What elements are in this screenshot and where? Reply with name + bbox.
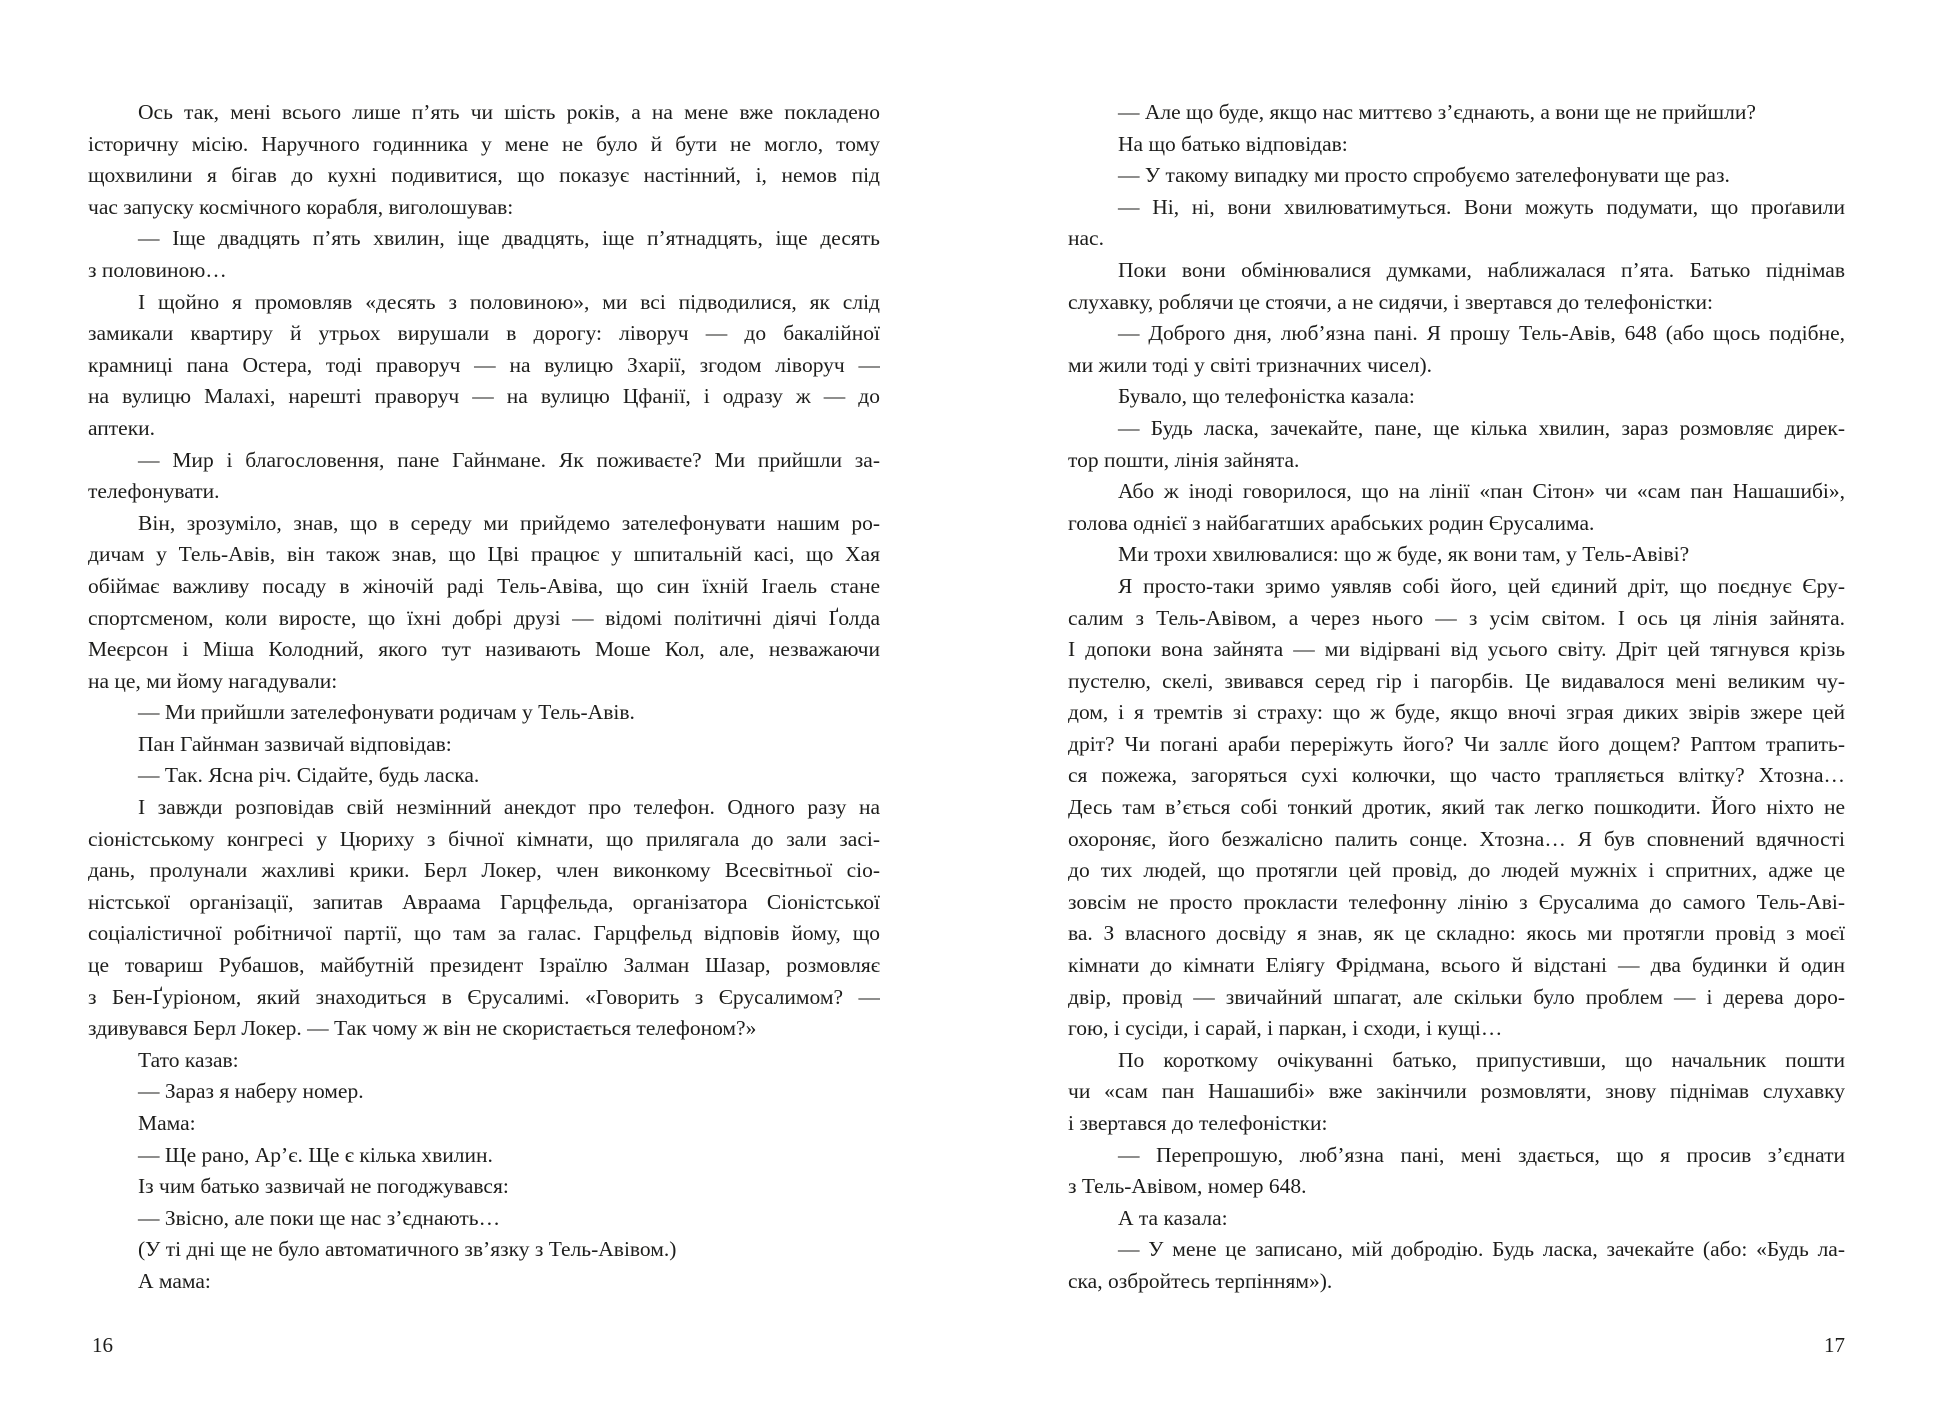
text-line: з половиною…: [88, 257, 227, 282]
text-line: — У мене це записано, мій добродію. Будь ласка, зачекайте (або: «Будь ла-: [1118, 1237, 1845, 1262]
text-line: І завжди розповідав свій незмінний анекдот про телефон. Одного разу на: [138, 795, 880, 820]
text-line: А мама:: [138, 1268, 211, 1293]
text-line: Бувало, що телефоністка казала:: [1118, 384, 1415, 409]
text-line: Він, зрозуміло, знав, що в середу ми прийдемо зателефонувати нашим ро-: [138, 510, 880, 535]
text-line: Десь там в’ється собі тонкий дротик, який так легко пошкодити. Його ніхто не: [1068, 795, 1845, 820]
text-line: крамниці пана Остера, тоді праворуч — на вулицю Зхарії, згодом ліворуч —: [88, 352, 880, 377]
text-line: Меєрсон і Міша Колодний, якого тут називають Моше Кол, але, незважаючи: [88, 637, 880, 662]
text-line: ва. З власного досвіду я знав, як це складно: якось ми протягли провід з моєї: [1068, 921, 1845, 946]
text-line: Поки вони обмінювалися думками, наближалася п’ята. Батько піднімав: [1118, 257, 1845, 282]
left-page-number: 16: [92, 1333, 113, 1357]
text-line: — Іще двадцять п’ять хвилин, іще двадцять, іще п’ятнадцять, іще десять: [138, 226, 880, 251]
text-line: це товариш Рубашов, майбутній президент Ізраїлю Залман Шазар, розмовляє: [88, 953, 880, 978]
text-line: — Перепрошую, люб’язна пані, мені здається, що я просив з’єднати: [1118, 1142, 1845, 1167]
text-line: Ось так, мені всього лише п’ять чи шість років, а на мене вже покладено: [138, 100, 880, 124]
text-line: охороняє, його безжалісно палить сонце. Хтозна… Я був сповнений вдячності: [1068, 826, 1845, 851]
text-line: — Ні, ні, вони хвилюватимуться. Вони можуть подумати, що проґавили: [1118, 194, 1845, 219]
text-line: — Але що буде, якщо нас миттєво з’єднають, а вони ще не прийшли?: [1118, 100, 1756, 124]
text-line: — У такому випадку ми просто спробуємо зателефонувати ще раз.: [1118, 163, 1730, 188]
text-line: чи «сам пан Нашашибі» вже закінчили розмовляти, знову піднімав слухавку: [1068, 1079, 1845, 1104]
text-line: — Будь ласка, зачекайте, пане, ще кілька хвилин, зараз розмовляє дирек-: [1118, 415, 1845, 440]
text-line: — Звісно, але поки ще нас з’єднають…: [138, 1205, 501, 1230]
text-line: Із чим батько зазвичай не погоджувався:: [138, 1174, 509, 1199]
text-line: обіймає важливу посаду в жіночій раді Тель-Авіва, що син їхній Ігаель стане: [88, 573, 880, 598]
right-page-number: 17: [1824, 1333, 1845, 1357]
text-line: сіоністському конгресі у Цюриху з бічної кімнати, що прилягала до зали засі-: [88, 826, 880, 851]
text-line: А та казала:: [1118, 1205, 1228, 1230]
text-line: По короткому очікуванні батько, припустивши, що начальник пошти: [1118, 1047, 1845, 1072]
text-line: Або ж іноді говорилося, що на лінії «пан Сітон» чи «сам пан Нашашибі»,: [1118, 479, 1845, 504]
text-line: спортсменом, коли виросте, що їхні добрі друзі — відомі політичні діячі Ґолда: [88, 605, 880, 630]
text-line: історичну місію. Наручного годинника у мене не було й бути не могло, тому: [88, 131, 880, 156]
text-line: на вулицю Малахі, нарешті праворуч — на вулицю Цфанії, і одразу ж — до: [88, 384, 880, 409]
text-line: ска, озбройтесь терпінням»).: [1068, 1268, 1333, 1293]
text-line: дань, пролунали жахливі крики. Берл Локер, член виконкому Всесвітньої сіо-: [88, 858, 880, 883]
text-line: І допоки вона зайнята — ми відірвані від усього світу. Дріт цей тягнувся крізь: [1068, 637, 1845, 662]
text-line: соціалістичної робітничої партії, що там за галас. Гарцфельд відповів йому, що: [88, 921, 880, 946]
left-page-text: [88, 97, 880, 1298]
text-line: ми жили тоді у світі тризначних чисел).: [1068, 352, 1432, 377]
text-line: салим з Тель-Авівом, а через нього — з усім світом. І ось ця лінія зайнята.: [1068, 605, 1845, 630]
text-line: — Мир і благословення, пане Гайнмане. Як поживаєте? Ми прийшли за-: [138, 447, 880, 472]
text-line: до тих людей, що протягли цей провід, до людей мужніх і спритних, адже це: [1068, 858, 1845, 883]
text-line: — Доброго дня, люб’язна пані. Я прошу Тель-Авів, 648 (або щось подібне,: [1118, 321, 1845, 346]
text-line: На що батько відповідав:: [1118, 131, 1348, 156]
text-line: на це, ми йому нагадували:: [88, 668, 338, 693]
text-line: — Ще рано, Ар’є. Ще є кілька хвилин.: [138, 1142, 493, 1167]
text-line: аптеки.: [88, 415, 156, 440]
text-line: Тато казав:: [138, 1047, 239, 1072]
text-line: — Зараз я наберу номер.: [138, 1079, 364, 1104]
text-line: Я просто-таки зримо уявляв собі його, цей єдиний дріт, що поєднує Єру-: [1118, 573, 1845, 598]
text-line: дріт? Чи погані араби переріжуть його? Чи заллє його дощем? Раптом трапить-: [1068, 731, 1845, 756]
text-line: здивувався Берл Локер. — Так чому ж він не скористається телефоном?»: [88, 1016, 757, 1041]
text-line: час запуску космічного корабля, виголошував:: [88, 194, 514, 219]
text-line: голова однієї з найбагатших арабських родин Єрусалима.: [1068, 510, 1595, 535]
right-page-text: [1068, 97, 1845, 1298]
text-line: — Так. Ясна річ. Сідайте, будь ласка.: [138, 763, 480, 788]
text-line: Пан Гайнман зазвичай відповідав:: [138, 731, 452, 756]
text-line: Мама:: [138, 1111, 196, 1135]
text-line: (У ті дні ще не було автоматичного зв’язку з Тель-Авівом.): [138, 1237, 677, 1262]
text-line: І щойно я промовляв «десять з половиною», ми всі підводилися, як слід: [138, 289, 880, 314]
text-line: пустелю, скелі, звивався серед гір і пагорбів. Це видавалося мені великим чу-: [1068, 668, 1845, 693]
text-line: двір, провід — звичайний шпагат, але скільки було проблем — і дерева доро-: [1068, 984, 1845, 1009]
text-line: ністської організації, запитав Авраама Гарцфельда, організатора Сіоністської: [88, 889, 880, 914]
text-line: тор пошти, лінія зайнята.: [1068, 447, 1300, 472]
text-line: з Бен-Ґуріоном, який знаходиться в Єрусалимі. «Говорить з Єрусалимом? —: [88, 984, 880, 1009]
text-line: дом, і я тремтів зі страху: що ж буде, якщо вночі зграя диких звірів зжере цей: [1068, 700, 1845, 725]
text-line: — Ми прийшли зателефонувати родичам у Тель-Авів.: [138, 700, 635, 725]
text-line: зовсім не просто прокласти телефонну лінію з Єрусалима до самого Тель-Аві-: [1068, 889, 1845, 914]
text-line: гою, і сусіди, і сарай, і паркан, і сходи, і кущі…: [1068, 1016, 1503, 1041]
text-line: щохвилини я бігав до кухні подивитися, що показує настінний, і, немов під: [88, 163, 880, 188]
text-line: телефонувати.: [88, 479, 220, 504]
text-line: кімнати до кімнати Еліягу Фрідмана, всього й відстані — два будинки й один: [1068, 953, 1845, 978]
text-line: замикали квартиру й утрьох вирушали в дорогу: ліворуч — до бакалійної: [88, 321, 880, 346]
text-line: Ми трохи хвилювалися: що ж буде, як вони там, у Тель-Авіві?: [1118, 542, 1690, 567]
text-line: дичам у Тель-Авів, він також знав, що Цві працює у шпитальній касі, що Хая: [88, 542, 880, 567]
text-line: слухавку, роблячи це стоячи, а не сидячи, і звертався до телефоністки:: [1068, 289, 1714, 314]
text-line: з Тель-Авівом, номер 648.: [1068, 1174, 1307, 1199]
text-line: ся пожежа, загоряться сухі колючки, що часто трапляється влітку? Хтозна…: [1068, 763, 1845, 788]
text-line: нас.: [1068, 226, 1104, 251]
text-line: і звертався до телефоністки:: [1068, 1111, 1328, 1135]
